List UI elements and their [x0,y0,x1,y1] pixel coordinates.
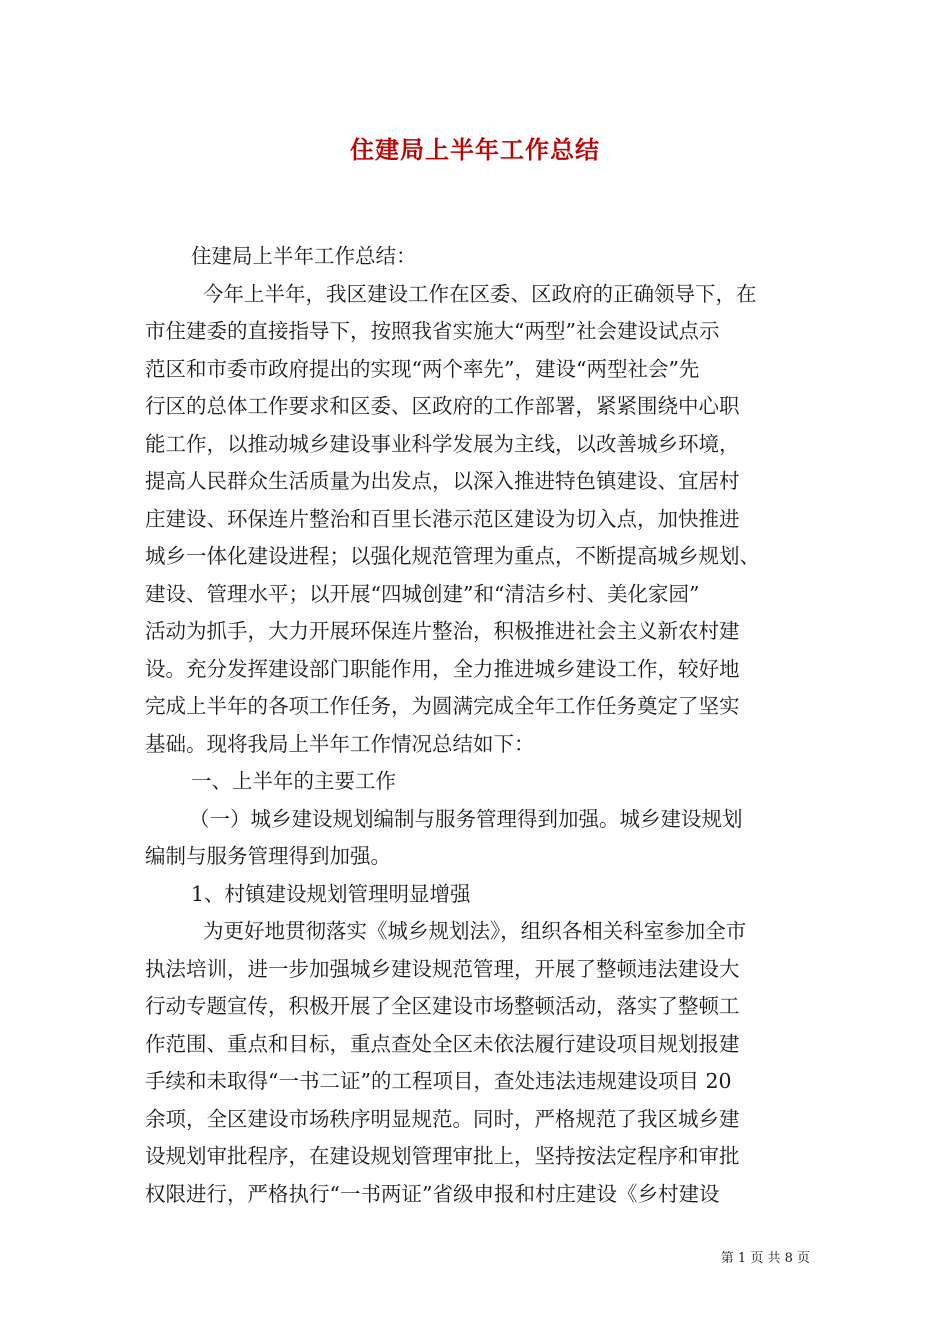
paragraph-line: 建设、管理水平；以开展“四城创建”和“清洁乡村、美化家园” [145,581,700,606]
paragraph-line: 设规划审批程序，在建设规划管理审批上，坚持按法定程序和审批 [145,1144,740,1168]
paragraph-line: 作范围、重点和目标，重点查处全区未依法履行建设项目规划报建 [145,1031,740,1056]
paragraph-line: 设。充分发挥建设部门职能作用，全力推进城乡建设工作，较好地 [145,656,740,681]
paragraph-line: 手续和未取得“一书二证”的工程项目，查处违法违规建设项目 20 [145,1069,732,1093]
paragraph-line: 行动专题宣传，积极开展了全区建设市场整顿活动，落实了整顿工 [145,994,740,1018]
document-title: 住建局上半年工作总结 [350,136,600,164]
paragraph-line: 活动为抓手，大力开展环保连片整治，积极推进社会主义新农村建 [145,619,740,643]
paragraph-line: 城乡一体化建设进程；以强化规范管理为重点，不断提高城乡规划、 [145,544,760,568]
paragraph-line: 能工作，以推动城乡建设事业科学发展为主线，以改善城乡环境， [145,431,740,456]
paragraph-line: 完成上半年的各项工作任务，为圆满完成全年工作任务奠定了坚实 [145,694,740,718]
page-number: 第 1 页 共 8 页 [720,1251,810,1266]
document-body [145,238,805,1213]
paragraph-line: 庄建设、环保连片整治和百里长港示范区建设为切入点，加快推进 [145,506,740,531]
paragraph-line: 编制与服务管理得到加强。 [145,844,391,868]
paragraph-line: 权限进行，严格执行“一书两证”省级申报和村庄建设《乡村建设 [145,1181,720,1206]
paragraph-line: 今年上半年，我区建设工作在区委、区政府的正确领导下，在 [203,281,757,306]
paragraph-line: 范区和市委市政府提出的实现“两个率先”，建设“两型社会”先 [145,356,700,381]
paragraph-line: 行区的总体工作要求和区委、区政府的工作部署，紧紧围绕中心职 [145,394,740,418]
section-heading: 一、上半年的主要工作 [191,769,396,793]
paragraph-line: 余项，全区建设市场秩序明显规范。同时，严格规范了我区城乡建 [145,1106,740,1131]
paragraph-line: 为更好地贯彻落实《城乡规划法》，组织各相关科室参加全市 [203,919,747,943]
paragraph-line: 市住建委的直接指导下，按照我省实施大“两型”社会建设试点示 [145,319,720,343]
paragraph-line: 提高人民群众生活质量为出发点，以深入推进特色镇建设、宜居村 [145,469,740,493]
subsection-heading: （一）城乡建设规划编制与服务管理得到加强。城乡建设规划 [189,806,743,831]
paragraph-heading: 住建局上半年工作总结： [191,244,417,268]
paragraph-line: 执法培训，进一步加强城乡建设规范管理，开展了整顿违法建设大 [145,956,740,981]
item-heading: 1、村镇建设规划管理明显增强 [191,881,471,906]
paragraph-line: 基础。现将我局上半年工作情况总结如下： [145,731,535,756]
